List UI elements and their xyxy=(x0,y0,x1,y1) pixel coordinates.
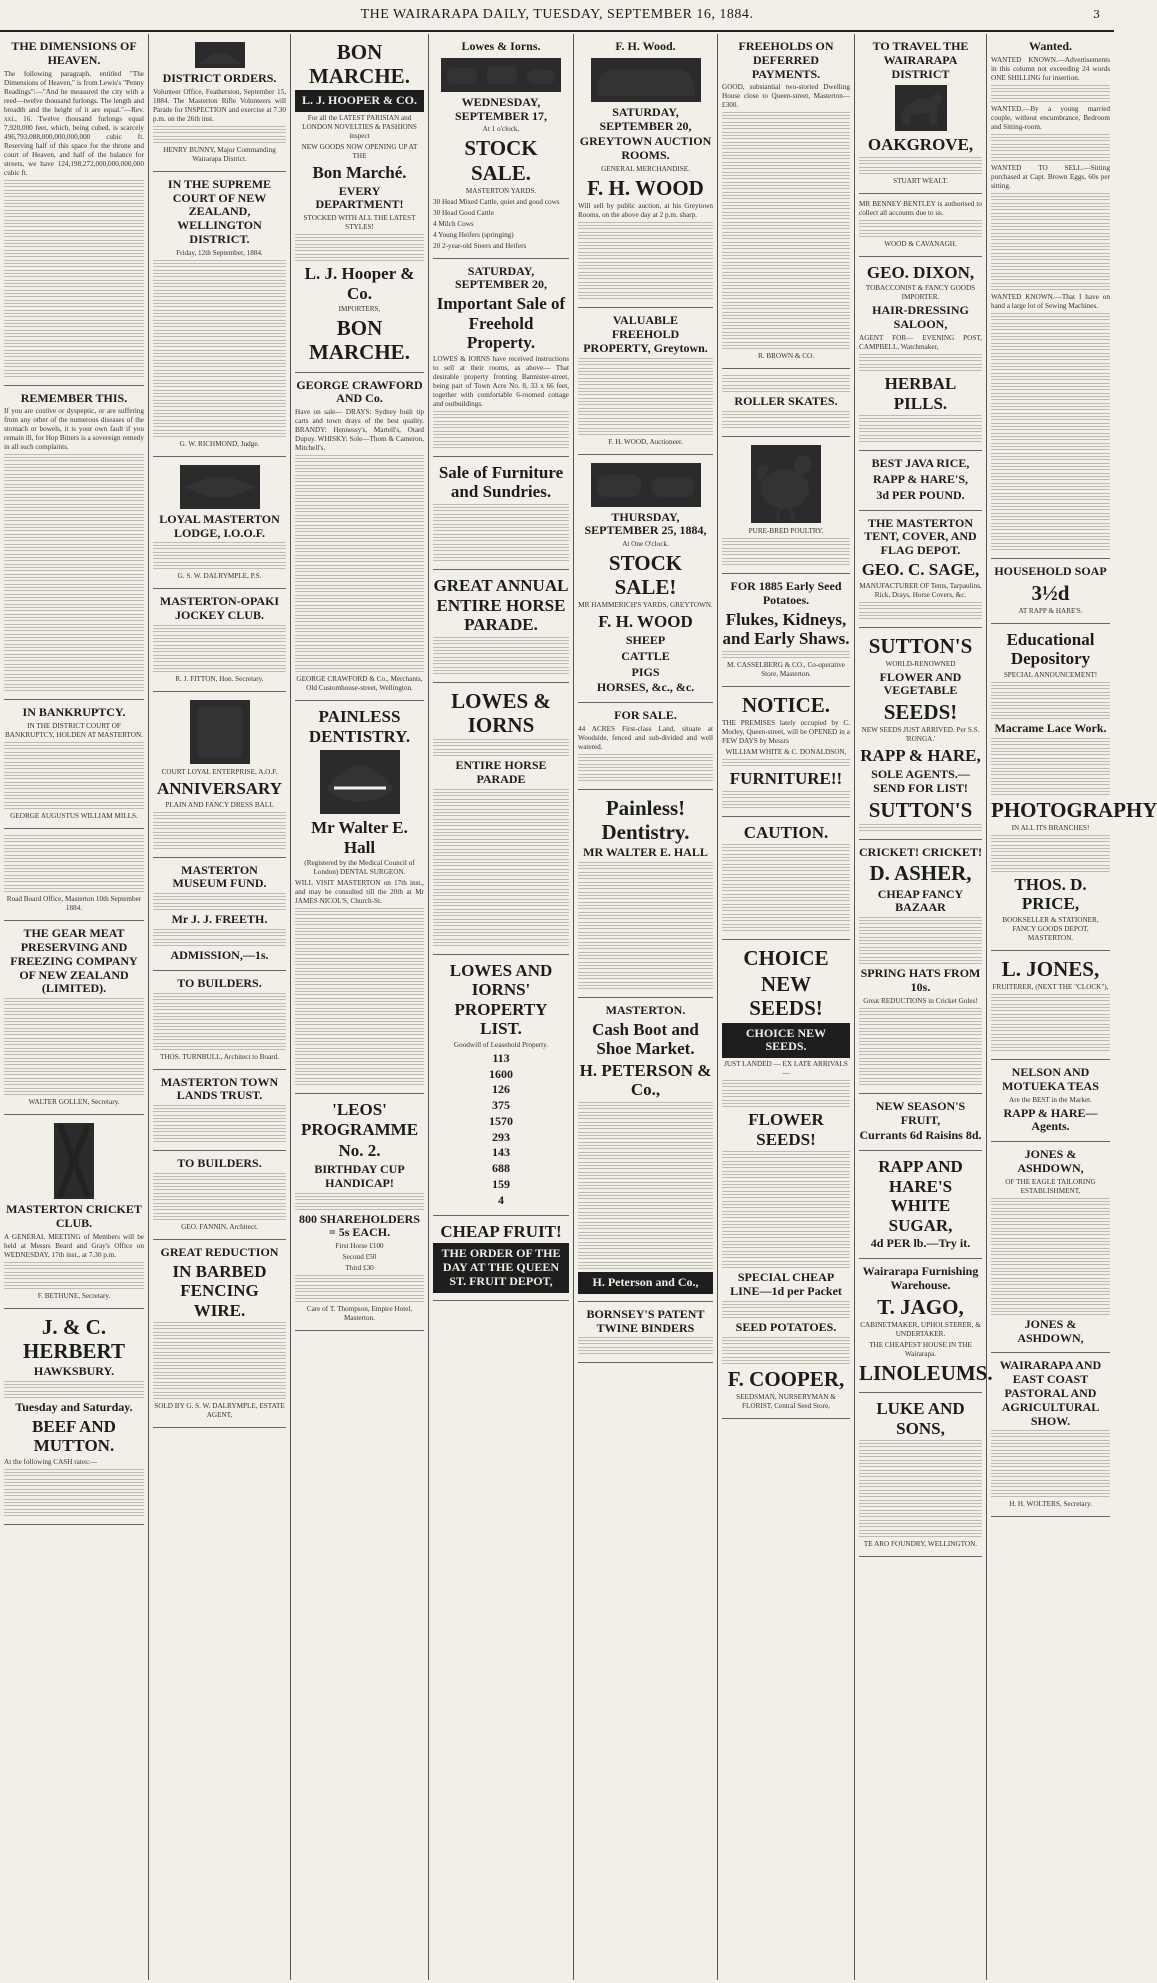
stock-sale-title: STOCK SALE! xyxy=(608,551,683,600)
sale-date: WEDNESDAY, SEPTEMBER 17, xyxy=(454,94,547,123)
court-date: Friday, 12th September, 1884. xyxy=(176,248,263,257)
club-signature: F. BETHUNE, Secretary. xyxy=(37,1291,111,1300)
dixon-sub: TOBACCONIST & FANCY GOODS IMPORTER. xyxy=(865,284,976,302)
stallion-oakgrove-ad xyxy=(859,34,982,194)
lot-688: 688 xyxy=(492,1161,510,1176)
bentley-text: MR BENNEY BENTLEY is authorised to collect all accounts due to us. xyxy=(859,199,982,217)
column-7 xyxy=(854,34,993,1980)
jones-ashdown-ad xyxy=(991,1142,1110,1353)
builders-tender xyxy=(153,971,286,1070)
column-6 xyxy=(717,34,854,1980)
lot-113: 113 xyxy=(492,1050,510,1065)
sage-sub: MANUFACTURER OF Tents, Tarpaulins, Rick, Drays, Horse Covers, &c. xyxy=(859,581,982,599)
entire-parade-heading: ENTIRE HORSE PARADE xyxy=(455,757,547,786)
programme-number: No. 2. xyxy=(338,1141,381,1161)
rapp-hares: RAPP & HARE'S, xyxy=(872,471,968,486)
flukes-heading: Flukes, Kidneys, and Early Shaws. xyxy=(722,609,850,649)
livestock-illustration xyxy=(441,58,561,92)
column-4 xyxy=(428,34,573,1980)
board-office: Road Board Office, Masterton 10th September 1884. xyxy=(6,895,142,913)
notice-heading: NOTICE. xyxy=(741,692,831,717)
seed-potatoes-ad xyxy=(722,574,850,687)
price-name: THOS. D. PRICE, xyxy=(1014,874,1087,914)
hairdressing-heading: HAIR-DRESSING SALOON, xyxy=(872,303,969,332)
roller-skates: ROLLER SKATES. xyxy=(734,394,838,409)
lot-2: 30 Head Good Cattle xyxy=(433,208,494,217)
wood-signature: F. H. WOOD, Auctioneer. xyxy=(608,437,683,446)
suttons-name: SUTTON'S xyxy=(868,633,973,658)
jones-fruiterer-ad xyxy=(991,951,1110,1060)
cattle-line: CATTLE xyxy=(621,648,670,663)
warehouse-heading: Wairarapa Furnishing Warehouse. xyxy=(862,1264,979,1292)
wood-text: Will sell by public auction, at his Greytown Rooms, on the above day at 2 p.m. sharp. xyxy=(578,202,713,220)
twine-binders-ad xyxy=(578,1302,713,1364)
show-signature: H. H. WOLTERS, Secretary. xyxy=(1009,1500,1092,1509)
notice-ad xyxy=(722,687,850,817)
furniture-heading: Sale of Furniture and Sundries. xyxy=(438,462,564,502)
cooper-name: F. COOPER, xyxy=(727,1366,845,1391)
hooper-name: L. J. Hooper & Co. xyxy=(304,264,415,303)
brown-signature: R. BROWN & CO. xyxy=(757,352,815,361)
stock-sale-greytown-ad xyxy=(578,455,713,704)
land-for-sale-ad xyxy=(578,703,713,790)
masthead xyxy=(0,0,1114,32)
poultry-caption: PURE-BRED POULTRY. xyxy=(748,527,824,536)
importers: IMPORTERS, xyxy=(338,305,381,314)
freehold-heading: Important Sale of Freehold Property. xyxy=(436,294,566,353)
herbert-days: Tuesday and Saturday. xyxy=(15,1399,133,1414)
boot-market-heading: Cash Boot and Shoe Market. xyxy=(592,1019,699,1059)
tent-depot-ad xyxy=(859,511,982,628)
wood-heading: F. H. Wood. xyxy=(615,39,676,53)
judge-signature: G. W. RICHMOND, Judge. xyxy=(179,439,260,448)
lot-293: 293 xyxy=(492,1129,510,1144)
crossed-bats-illustration xyxy=(54,1123,94,1199)
foresters-emblem-illustration xyxy=(190,700,250,764)
property-list-heading: LOWES AND IORNS' PROPERTY LIST. xyxy=(449,960,553,1039)
bon-marche-footer: BON MARCHE. xyxy=(309,316,410,365)
company-heading: THE GEAR MEAT PRESERVING AND FREEZING COMPANY OF NEW ZEALAND (LIMITED). xyxy=(10,926,138,996)
herbert-butchers-ad xyxy=(4,1309,144,1525)
crawford-text: Have on sale— DRAYS: Sydney built tip carts and town drays of the best quality. BRANDY: Hennessy's, Martell's, Otard Dupuy. WHISKY: Sole—Thom & Cameron, Mitchell's. xyxy=(295,408,424,453)
freehold-sale-ad xyxy=(433,259,569,457)
firm-heading: Lowes & Iorns. xyxy=(461,39,541,53)
rice-price: 3d PER POUND. xyxy=(876,487,965,502)
column-2 xyxy=(148,34,290,1980)
roller-skates-ad xyxy=(722,369,850,437)
wanted-item-1: WANTED KNOWN.—Advertisements in this column not exceeding 24 words ONE SHILLING for insertion. xyxy=(991,55,1110,82)
household-soap: HOUSEHOLD SOAP xyxy=(994,563,1107,578)
wanted-section xyxy=(991,34,1110,559)
teas-agents: RAPP & HARE—Agents. xyxy=(1003,1105,1098,1134)
lot-1570: 1570 xyxy=(489,1113,513,1128)
wanted-item-3: WANTED TO SELL.—Sitting purchased at Capt. Brown Eggs, 60s per sitting. xyxy=(991,163,1110,190)
choice-new-banner: CHOICE NEW SEEDS. xyxy=(722,1023,850,1059)
furniture-heading: FURNITURE!! xyxy=(729,769,843,789)
new-goods-text: NEW GOODS NOW OPENING UP AT THE xyxy=(301,143,418,161)
lowes-iorns-stock-ad xyxy=(433,34,569,259)
bankruptcy-notice xyxy=(4,700,144,829)
one-oclock: At One O'clock. xyxy=(622,540,669,549)
lot-3: 4 Milch Cows xyxy=(433,219,474,228)
oakgrove-signature: STUART WEALT. xyxy=(893,176,948,185)
fruit-depot-banner: THE ORDER OF THE DAY AT THE QUEEN ST. FRUIT DEPOT, xyxy=(433,1243,569,1292)
crawford-signature: GEORGE CRAWFORD & Co., Merchants, Old Customhouse-street, Wellington. xyxy=(296,675,423,693)
crest-icon xyxy=(195,42,245,68)
reduction-heading: GREAT REDUCTION xyxy=(160,1244,279,1259)
macrame-lace: Macrame Lace Work. xyxy=(994,720,1107,735)
tent-heading: THE MASTERTON TENT, COVER, AND FLAG DEPOT. xyxy=(864,515,977,558)
herbert-location: HAWKSBURY. xyxy=(33,1364,115,1379)
travel-heading: TO TRAVEL THE WAIRARAPA DISTRICT xyxy=(872,39,969,81)
furniture-sale-ad xyxy=(433,457,569,570)
nelson-teas: NELSON AND MOTUEKA TEAS xyxy=(1002,1065,1099,1093)
soap-price: 3½d xyxy=(1031,580,1070,605)
dentist-credentials: (Registered by the Medical Council of London) DENTAL SURGEON. xyxy=(304,859,415,877)
museum-fund-ad xyxy=(153,858,286,971)
photography-heading: PHOTOGRAPHY xyxy=(991,797,1157,822)
dentistry-heading: PAINLESS DENTISTRY. xyxy=(308,707,411,746)
freeholds-heading: FREEHOLDS ON DEFERRED PAYMENTS. xyxy=(738,39,834,81)
orders-signature: HENRY BUNNY, Major Commanding Wairarapa District. xyxy=(163,145,276,163)
orders-heading: DISTRICT ORDERS. xyxy=(162,71,277,85)
casselberg-signature: M. CASSELBERG & CO., Co-operative Store, Masterton. xyxy=(727,660,845,678)
for-sale-heading: FOR SALE. xyxy=(614,708,677,723)
bankrupt-name: GEORGE AUGUSTUS WILLIAM MILLS. xyxy=(10,812,138,821)
agent-line: AGENT FOR— EVENING POST, CAMPBELL, Watchmaker, xyxy=(859,334,982,352)
caution-ad xyxy=(722,817,850,941)
freehold-date: SATURDAY, SEPTEMBER 20, xyxy=(454,263,547,292)
java-rice: BEST JAVA RICE, xyxy=(871,456,970,471)
second-prize: Second £50 xyxy=(342,1253,377,1262)
hammerich-yards: MR HAMMERICH'S YARDS, GREYTOWN. xyxy=(578,601,713,610)
choice-seeds-ad xyxy=(722,940,850,1419)
lot-375: 375 xyxy=(492,1098,510,1113)
jockey-heading: MASTERTON-OPAKI JOCKEY CLUB. xyxy=(159,594,280,623)
dentist-name-2: MR WALTER E. HALL xyxy=(583,845,708,860)
jago-name: T. JAGO, xyxy=(877,1294,964,1319)
luke-name: LUKE AND SONS, xyxy=(876,1399,965,1438)
herbal-pills: HERBAL PILLS. xyxy=(884,374,957,413)
white-sugar-ad xyxy=(859,1151,982,1259)
best-market: Are the BEST in the Market. xyxy=(1009,1095,1092,1104)
auctioneer-name: LOWES & IORNS xyxy=(451,688,551,737)
lot-143: 143 xyxy=(492,1145,510,1160)
new-seeds-heading: NEW SEEDS! xyxy=(749,972,823,1021)
shareholders-line: 800 SHAREHOLDERS = 5s EACH. xyxy=(298,1211,421,1240)
barbed-wire-ad xyxy=(153,1240,286,1428)
rooster-illustration xyxy=(751,445,821,523)
white-sugar-heading: RAPP AND HARE'S WHITE SUGAR, xyxy=(878,1157,963,1235)
crawford-heading: GEORGE CRAWFORD AND Co. xyxy=(296,377,423,406)
remember-this-ad xyxy=(4,386,144,701)
poultry-ad xyxy=(722,437,850,574)
bazaar-heading: CHEAP FANCY BAZAAR xyxy=(877,886,964,915)
dentistry-heading-2: Painless! Dentistry. xyxy=(601,795,690,845)
newspaper-title: THE WAIRARAPA DAILY, TUESDAY, SEPTEMBER 16, 1884. xyxy=(360,7,754,22)
rapp-hare-name: RAPP & HARE, xyxy=(860,746,981,766)
lot-159: 159 xyxy=(492,1177,510,1192)
depository-heading: Educational Depository xyxy=(1006,629,1095,669)
bentley-notice xyxy=(859,194,982,257)
column-3 xyxy=(290,34,428,1980)
article-heading: THE DIMENSIONS OF HEAVEN. xyxy=(11,39,137,67)
teeth-illustration xyxy=(320,750,400,814)
court-heading: IN THE SUPREME COURT OF NEW ZEALAND, WELLINGTON DISTRICT. xyxy=(167,176,272,246)
seed-potatoes-heading: SEED POTATOES. xyxy=(735,1319,837,1334)
cooper-sub: SEEDSMAN, NURSERYMAN & FLORIST, Central Seed Store, xyxy=(736,1392,836,1410)
cash-boot-market-ad xyxy=(578,998,713,1302)
lot-1: 30 Head Mixed Cattle, quiet and good cows xyxy=(433,197,560,206)
agricultural-show-ad xyxy=(991,1353,1110,1517)
painless-dentistry-ad-2 xyxy=(578,790,713,998)
flower-vegetable: FLOWER AND VEGETABLE xyxy=(879,669,962,698)
freehold-greytown-ad xyxy=(578,308,713,454)
column-5 xyxy=(573,34,717,1980)
seeds-heading: SEEDS! xyxy=(883,700,958,725)
column-8 xyxy=(986,34,1157,1980)
price-sub: BOOKSELLER & STATIONER, FANCY GOODS DEPOT, MASTERTON. xyxy=(1002,915,1099,942)
cheap-fruit-ad xyxy=(433,1216,569,1301)
court-loyal: COURT LOYAL ENTERPRISE, A.O.F. xyxy=(161,767,278,776)
fruiterer-line: FRUITERER, (NEXT THE "CLOCK"), xyxy=(992,983,1109,991)
property-list-ad xyxy=(433,955,569,1216)
ad-heading: REMEMBER THIS. xyxy=(20,390,128,405)
sage-name: GEO. C. SAGE, xyxy=(861,559,980,579)
wood-cavanagh: WOOD & CAVANAGH. xyxy=(884,239,957,248)
builders-signature-2: GEO. FANNIN, Architect. xyxy=(181,1222,258,1231)
herbert-name: J. & C. HERBERT xyxy=(23,1314,125,1363)
sofa-illustration xyxy=(591,58,701,102)
meat-company-notice xyxy=(4,921,144,1115)
bon-marche-title: BON MARCHE. xyxy=(309,40,410,89)
lot-4: 4 xyxy=(498,1192,504,1207)
nelson-teas-ad xyxy=(991,1060,1110,1142)
museum-heading: MASTERTON MUSEUM FUND. xyxy=(172,862,267,891)
tenders-notice xyxy=(4,829,144,921)
horse-illustration xyxy=(895,85,947,131)
dwelling-text: GOOD, substantial two-storied Dwelling House close to Queen-street, Masterton—£300. xyxy=(722,83,850,110)
linoleums-heading: LINOLEUMS. xyxy=(859,1360,993,1385)
general-merchandise: GENERAL MERCHANDISE. xyxy=(601,164,690,173)
sheep-line: SHEEP xyxy=(625,632,666,647)
lodge-signature: G. S. W. DALRYMPLE, P.S. xyxy=(177,572,262,581)
oakgrove-name: OAKGROVE, xyxy=(867,135,974,155)
horse-parade-ad xyxy=(433,570,569,683)
suttons-seeds-ad xyxy=(859,628,982,840)
currants-raisins: Currants 6d Raisins 8d. xyxy=(859,1128,982,1143)
valuable-property-heading: VALUABLE FREEHOLD PROPERTY, Greytown. xyxy=(583,313,708,355)
just-landed: JUST LANDED — EX LATE ARRIVALS— xyxy=(724,1060,848,1078)
peterson-name: H. PETERSON & Co., xyxy=(579,1060,712,1100)
wanted-item-2: WANTED.—By a young married couple, without encumbrance, Bedroom and Sitting-room. xyxy=(991,104,1110,131)
bon-marche-ad xyxy=(295,34,424,373)
dentist-text: WILL VISIT MASTERTON on 17th inst., and may be consulted till the 20th at Mr JAMES NICOL'S, Church-St. xyxy=(295,879,424,906)
horses-line: HORSES, &c., &c. xyxy=(596,680,695,695)
reductions-line: Great REDUCTIONS in Cricket Goles! xyxy=(863,996,978,1005)
hooper-banner: L. J. HOOPER & CO. xyxy=(295,90,424,112)
special-line: SPECIAL CHEAP LINE—1d per Packet xyxy=(730,1270,842,1299)
choice-heading: CHOICE xyxy=(743,946,829,971)
yards-location: MASTERTON YARDS. xyxy=(465,186,537,195)
wood-date: SATURDAY, SEPTEMBER 20, xyxy=(599,104,692,133)
eagle-tailoring: OF THE EAGLE TAILORING ESTABLISHMENT, xyxy=(1005,1177,1096,1195)
court-name: IN THE DISTRICT COURT OF BANKRUPTCY, HOLDEN AT MASTERTON. xyxy=(5,722,143,740)
stocked-text: STOCKED WITH ALL THE LATEST STYLES! xyxy=(303,214,416,232)
every-department: EVERY DEPARTMENT! xyxy=(315,183,404,212)
programme-title: 'LEOS' PROGRAMME xyxy=(300,1100,419,1139)
early-heading: FOR 1885 Early Seed Potatoes. xyxy=(730,579,842,607)
luke-sons-ad xyxy=(859,1393,982,1557)
household-soap-ad xyxy=(991,559,1110,624)
sole-agents: SOLE AGENTS.—SEND FOR LIST! xyxy=(871,766,970,795)
lot-5: 20 2-year-old Steers and Heifers xyxy=(433,241,527,250)
leos-programme-ad xyxy=(295,1094,424,1331)
freehold-text: LOWES & IORNS have received instructions to sell at their rooms, as above— That desirable property fronting Bannister-street, being part of Town Acre No. 8, 33 x 66 feet, together with comfortable 6-roomed cottage and outbuildings. xyxy=(433,354,569,408)
new-season-fruit-ad xyxy=(859,1094,982,1151)
ad-text: If you are costive or dyspeptic, or are suffering from any other of the numerous diseases of the stomach or bowels, it is your own fault if you remain ill, for Hop Bitters is a sovereign remedy in all such complaints. xyxy=(4,407,144,452)
spring-hats: SPRING HATS FROM 10s. xyxy=(860,966,981,994)
dentist-name: Mr Walter E. Hall xyxy=(311,818,408,857)
donaldson-name: WILLIAM WHITE & C. DONALDSON, xyxy=(725,748,847,757)
seeds-arrived: NEW SEEDS JUST ARRIVED. Per S.S. 'RONGA.' xyxy=(861,726,980,744)
dixon-tobacconist-ad xyxy=(859,257,982,451)
all-branches: IN ALL ITS BRANCHES! xyxy=(1011,823,1090,832)
wire-seller: SOLD BY G. S. W. DALRYMPLE, ESTATE AGENT, xyxy=(154,1402,285,1420)
club-heading: MASTERTON CRICKET CLUB. xyxy=(6,1202,142,1230)
asher-bazaar-ad xyxy=(859,840,982,1094)
twine-heading: BORNSEY'S PATENT TWINE BINDERS xyxy=(586,1306,705,1335)
painless-dentistry-ad xyxy=(295,701,424,1094)
lot-1600: 1600 xyxy=(489,1066,513,1081)
beef-heading: BEEF AND MUTTON. xyxy=(32,1416,116,1456)
bon-marche-script: Bon Marché. xyxy=(312,163,407,183)
sale-time: At 1 o'clock, xyxy=(482,125,520,134)
world-renowned: WORLD-RENOWNED xyxy=(885,659,956,668)
flower-seeds-heading: FLOWER SEEDS! xyxy=(748,1110,824,1149)
dimensions-heaven-article xyxy=(4,34,144,386)
company-signature: WALTER GOLLEN, Secretary. xyxy=(28,1098,120,1107)
parade-heading: GREAT ANNUAL ENTIRE HORSE PARADE. xyxy=(433,576,569,635)
pigs-line: PIGS xyxy=(631,664,660,679)
asher-name: D. ASHER, xyxy=(869,861,972,886)
jones-name: L. JONES, xyxy=(1001,956,1100,981)
wanted-heading: Wanted. xyxy=(1028,39,1072,53)
freeholds-ad xyxy=(722,34,850,369)
wanted-item-4: WANTED KNOWN.—That I have on hand a large lot of Sewing Machines. xyxy=(991,292,1110,310)
notice-text: THE PREMISES lately occupied by C. Morley, Queen-street, will be OPENED in a FEW DAYS by Messrs xyxy=(722,719,850,746)
show-heading: WAIRARAPA AND EAST COAST PASTORAL AND AGRICULTURAL SHOW. xyxy=(999,1358,1102,1428)
suttons-name-2: SUTTON'S xyxy=(868,797,973,822)
java-rice-ad xyxy=(859,451,982,510)
lodge-heading: LOYAL MASTERTON LODGE, I.O.O.F. xyxy=(159,511,280,540)
acres-text: 44 ACRES First-class Land, situate at Woodside, fenced and sub-divided and well watered. xyxy=(578,724,713,751)
article-text: The following paragraph, entitled "The Dimensions of Heaven," is from Lewis's "Penny Readings":—"And he measured the city with a reed—twelve thousand furlongs. The length and breadth and the height of it are equal."—Rev. xxi., 16. Twelve thousand furlongs equal 7,920,000 feet, which, being cubed, is scarcely 496,793,088,000,000,000,000 cubic ft. Reserving half of this space for the throne and court of Heaven, and half of the balance for streets, we have 124,198,272,000,000,000,000 cubic ft. xyxy=(4,69,144,177)
foresters-ball-ad xyxy=(153,692,286,858)
handshake-illustration xyxy=(180,465,260,509)
thursday-date: THURSDAY, SEPTEMBER 25, 1884, xyxy=(584,509,707,538)
novelties-text: For all the LATEST PARISIAN and LONDON NOVELTIES & FASHIONS inspect xyxy=(302,114,417,141)
anniversary-heading: ANNIVERSARY xyxy=(156,778,283,798)
entire-horse-parade-ad xyxy=(433,683,569,955)
orders-text: Volunteer Office, Featherston, September 15, 1884. The Masterton Rifle Volunteers will Parade for INSPECTION and exercise at 7.30 p.m. on the 26th inst. xyxy=(153,87,286,123)
fh-wood-name: F. H. WOOD xyxy=(587,175,704,200)
ashdown-name-2: JONES & ASHDOWN, xyxy=(1017,1316,1084,1345)
wire-heading: IN BARBED FENCING WIRE. xyxy=(172,1261,267,1320)
column-1 xyxy=(0,34,148,1980)
page-number: 3 xyxy=(1093,8,1100,21)
admission-price: ADMISSION,—1s. xyxy=(170,947,269,962)
notice-heading: IN BANKRUPTCY. xyxy=(22,705,126,720)
builders-heading-2: TO BUILDERS. xyxy=(177,1156,262,1171)
leo-signature: Care of T. Thompson, Empire Hotel, Masterton. xyxy=(306,1305,413,1323)
sugar-price: 4d PER lb.—Try it. xyxy=(870,1236,971,1251)
ashdown-name: JONES & ASHDOWN, xyxy=(1017,1147,1084,1175)
greytown-rooms: GREYTOWN AUCTION ROOMS. xyxy=(579,134,712,163)
stock-sale-heading: STOCK SALE. xyxy=(464,136,538,185)
cash-rates: At the following CASH rates:— xyxy=(4,1457,98,1466)
jockey-signature: R. J. FITTON, Hon. Secretary. xyxy=(175,674,264,683)
cheap-fruit-heading: CHEAP FRUIT! xyxy=(440,1221,562,1241)
builders-heading: TO BUILDERS. xyxy=(177,975,262,990)
cricket-club-notice xyxy=(4,1115,144,1309)
builders-signature: THOS. TURNBULL, Architect to Board. xyxy=(159,1052,280,1061)
peterson-banner: H. Peterson and Co., xyxy=(578,1272,713,1294)
foundry-line: TE ARO FOUNDRY, WELLINGTON. xyxy=(863,1540,978,1549)
dixon-name: GEO. DIXON, xyxy=(866,262,975,282)
special-announcement: SPECIAL ANNOUNCEMENT! xyxy=(1003,670,1098,679)
jago-furnishing-ad xyxy=(859,1259,993,1393)
trust-heading: MASTERTON TOWN LANDS TRUST. xyxy=(160,1074,279,1103)
handicap-title: BIRTHDAY CUP HANDICAP! xyxy=(314,1162,405,1190)
caution-heading: CAUTION. xyxy=(743,822,829,842)
soap-seller: AT RAPP & HARE'S. xyxy=(1018,606,1083,615)
supreme-court-notice xyxy=(153,172,286,457)
undertaker-line: CABINETMAKER, UPHOLSTERER, & UNDERTAKER. xyxy=(860,1320,981,1338)
new-season-heading: NEW SEASON'S FRUIT, xyxy=(875,1098,966,1127)
cheapest-house: THE CHEAPEST HOUSE IN THE Wairarapa. xyxy=(869,1340,972,1358)
jockey-club-notice xyxy=(153,589,286,692)
ball-subheading: PLAIN AND FANCY DRESS BALL xyxy=(165,800,274,809)
oddfellows-lodge-notice xyxy=(153,457,286,590)
goodwill-line: Goodwill of Leasehold Property. xyxy=(453,1040,549,1049)
district-orders xyxy=(153,34,286,172)
page-columns xyxy=(0,34,1157,1980)
masterton-label: MASTERTON. xyxy=(605,1003,686,1017)
educational-depository-ad xyxy=(991,624,1157,951)
lot-4: 4 Young Heifers (springing) xyxy=(433,230,514,239)
first-prize: First Horse £100 xyxy=(335,1242,384,1251)
third-prize: Third £30 xyxy=(345,1264,374,1273)
builders-tender-2 xyxy=(153,1151,286,1240)
town-lands-trust-notice xyxy=(153,1070,286,1152)
cattle-sheep-illustration xyxy=(591,463,701,507)
cricket-banner: CRICKET! CRICKET! xyxy=(859,844,983,859)
fh-wood-name-2: F. H. WOOD xyxy=(598,612,693,632)
fh-wood-auction-ad xyxy=(578,34,713,308)
lecturer-name: Mr J. J. FREETH. xyxy=(171,912,268,927)
club-text: A GENERAL MEETING of Members will be held at Messrs Beard and Gray's Office on WEDNESDAY, 17th inst., at 7.30 p.m. xyxy=(4,1232,144,1259)
crawford-merchants-ad xyxy=(295,373,424,702)
lot-126: 126 xyxy=(492,1082,510,1097)
